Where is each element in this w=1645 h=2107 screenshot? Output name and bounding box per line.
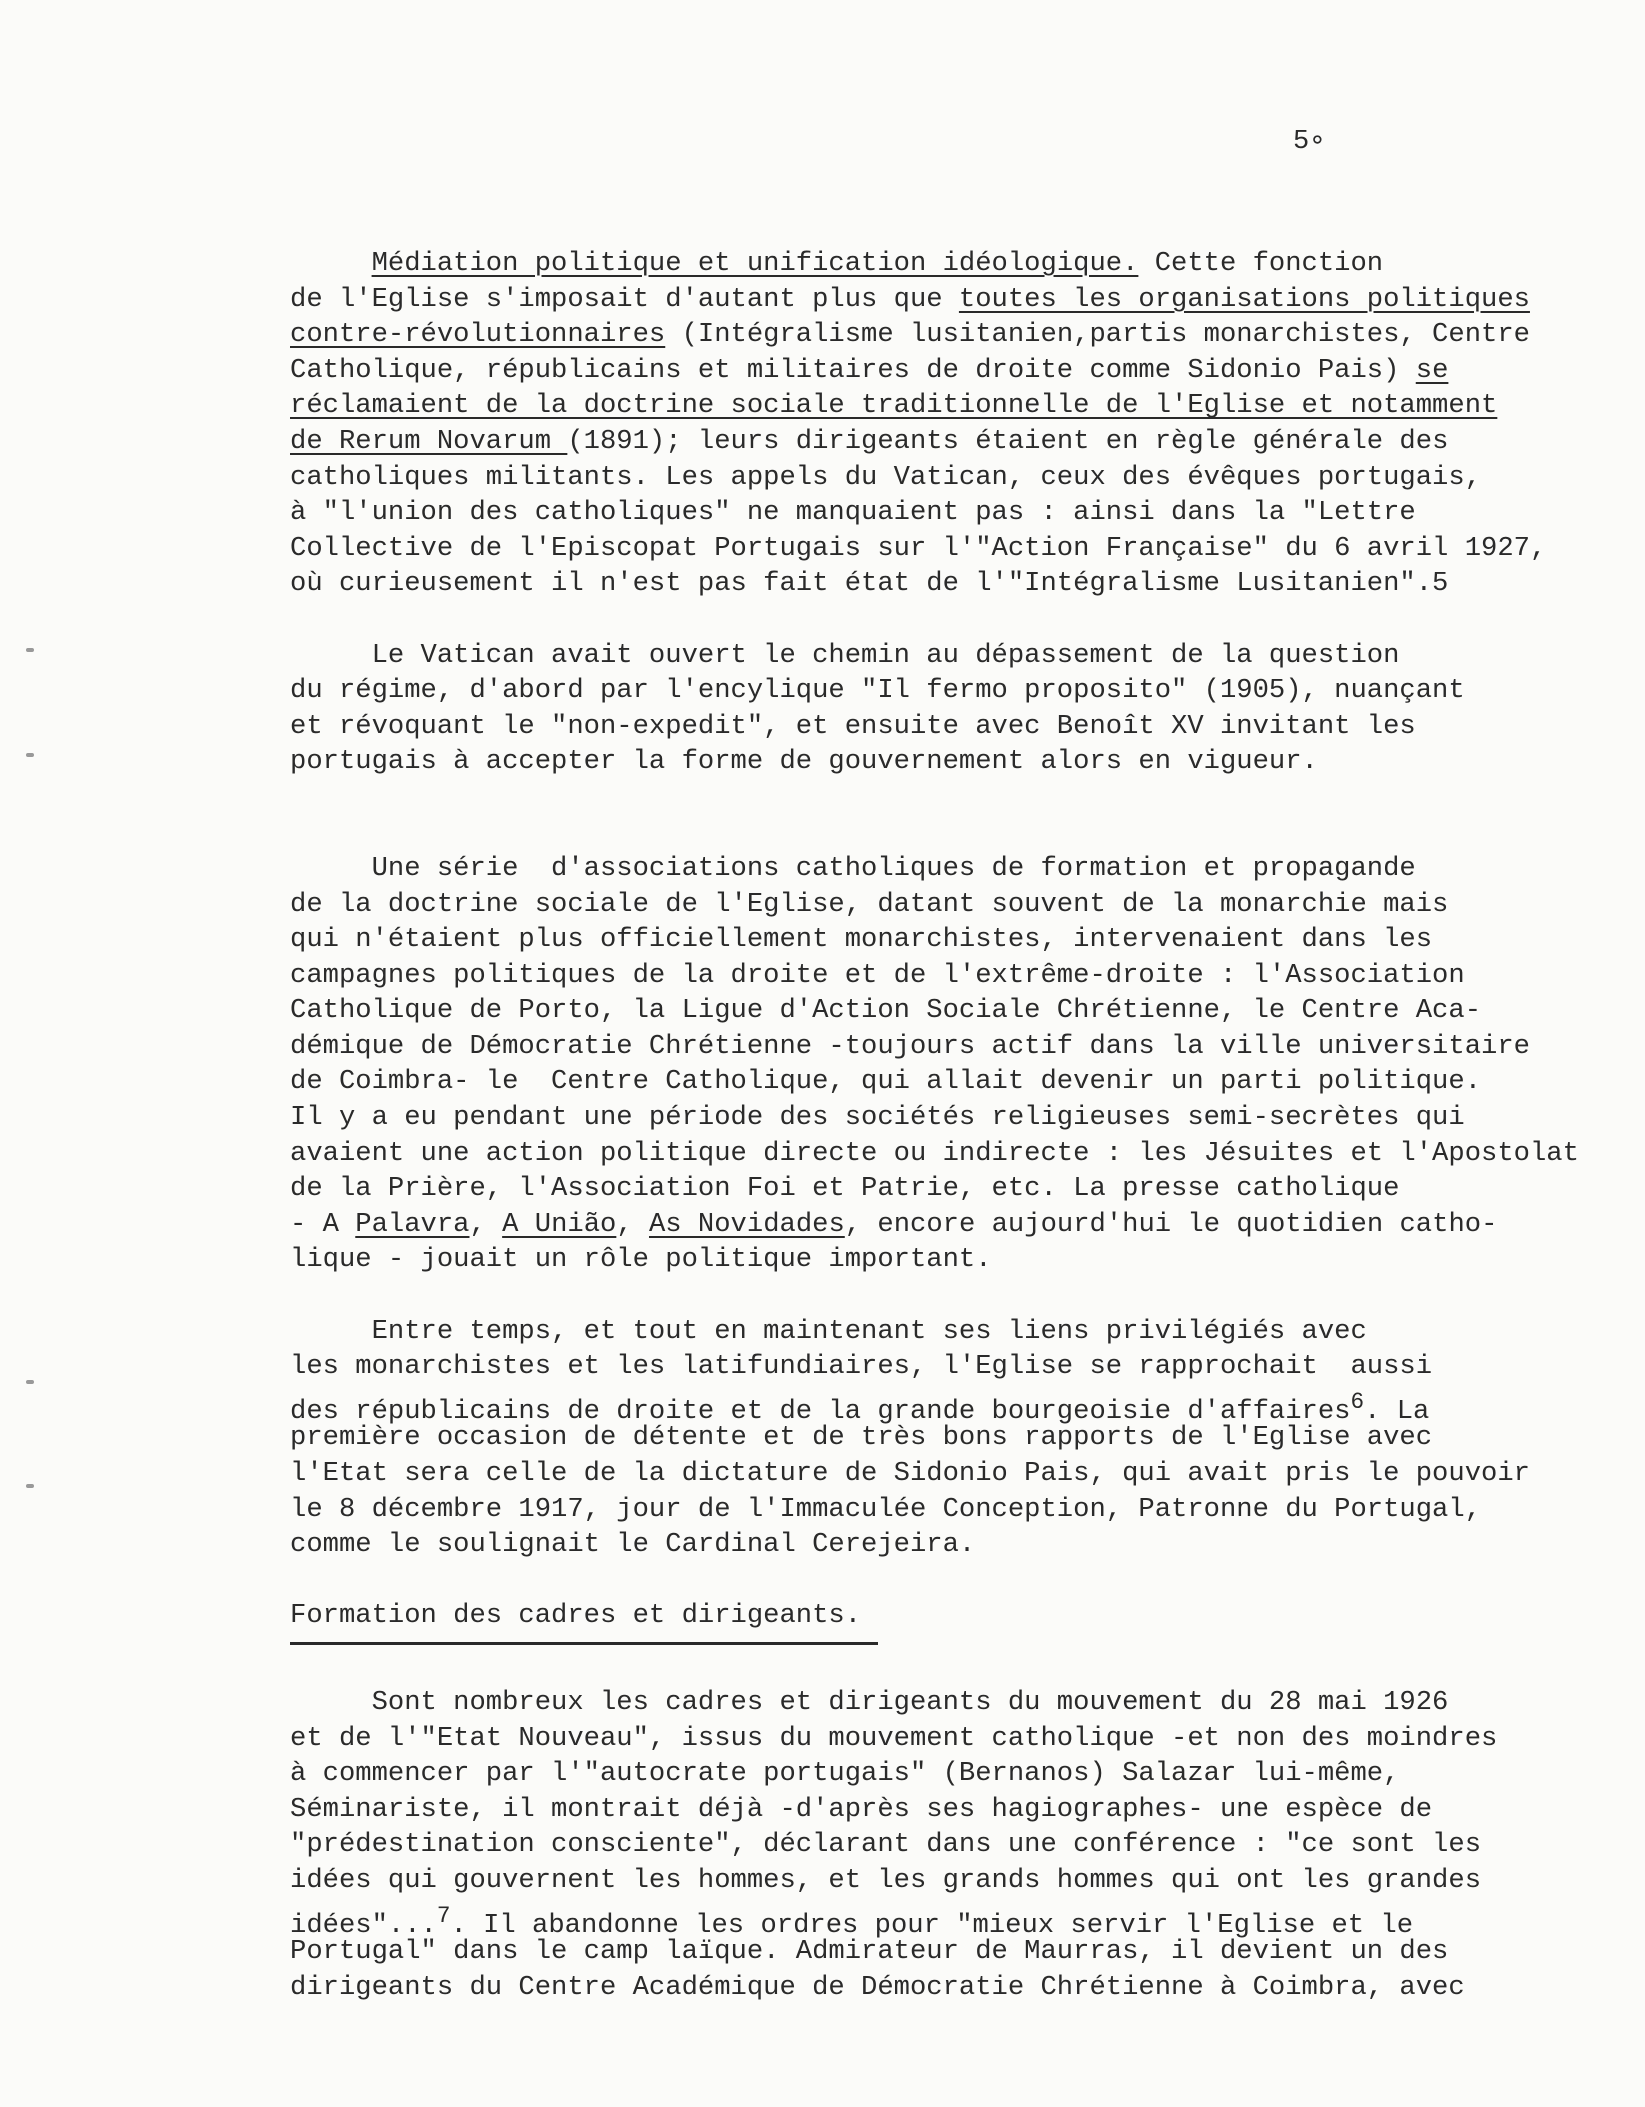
text-line: à commencer par l'"autocrate portugais" (Bernanos) Salazar lui-même, — [290, 1758, 1400, 1790]
text-line: lique - jouait un rôle politique important. — [290, 1244, 992, 1276]
text-line — [290, 1385, 1620, 1427]
text-line: le 8 décembre 1917, jour de l'Immaculée Conception, Patronne du Portugal, — [290, 1493, 1482, 1525]
text-line: et de l'"Etat Nouveau", issus du mouvement catholique -et non des moindres — [290, 1722, 1498, 1754]
text-line: Il y a eu pendant une période des sociétés religieuses semi-secrètes qui — [290, 1102, 1465, 1134]
text-line: l'Etat sera celle de la dictature de Sidonio Pais, qui avait pris le pouvoir — [290, 1458, 1530, 1489]
paragraph-gap — [290, 1563, 1620, 1599]
paragraph-cadres — [290, 1685, 1620, 2005]
text-line — [290, 246, 1620, 282]
margin-mark — [26, 753, 34, 757]
text-line: de Coimbra- le Centre Catholique, qui allait devenir un parti politique. — [290, 1066, 1482, 1098]
text-line: où curieusement il n'est pas fait état de l'"Intégralisme Lusitanien".5 — [290, 568, 1449, 600]
text-span: idées"... — [290, 1909, 437, 1941]
text-span: , — [616, 1208, 649, 1240]
margin-mark — [26, 648, 34, 652]
text-span: , encore aujourd'hui le quotidien catho- — [844, 1208, 1498, 1240]
underlined-text: contre-révolutionnaires — [290, 319, 666, 351]
heading-underline-rule — [290, 1642, 878, 1645]
margin-mark — [26, 1380, 34, 1384]
newspaper-title: Palavra — [355, 1208, 470, 1240]
text-line: première occasion de détente et de très bons rapports de l'Eglise avec — [290, 1422, 1433, 1454]
text-line: Une série d'associations catholiques de formation et propagande — [290, 852, 1416, 884]
text-span: . La — [1364, 1395, 1430, 1427]
newspaper-title: As Novidades — [648, 1208, 845, 1240]
typed-document-body — [290, 246, 1620, 2005]
underlined-text: de Rerum Novarum — [290, 425, 568, 457]
text-line: Séminariste, il montrait déjà -d'après ses hagiographes- une espèce de — [290, 1793, 1433, 1825]
text-line: portugais à accepter la forme de gouvernement alors en vigueur. — [290, 746, 1318, 778]
newspaper-title: A União — [502, 1208, 617, 1240]
text-span: Catholique, républicains et militaires de droite comme Sidonio Pais) — [290, 354, 1416, 386]
footnote-ref: 6 — [1350, 1388, 1365, 1415]
text-span: des républicains de droite et de la grande bourgeoisie d'affaires — [290, 1395, 1351, 1427]
section-heading-formation: Formation des cadres et dirigeants. — [290, 1600, 862, 1632]
section-heading-mediation: Médiation politique et unification idéologique. — [371, 248, 1139, 279]
text-span: . Il abandonne les ordres pour "mieux servir l'Eglise et le — [450, 1909, 1414, 1941]
text-line: Le Vatican avait ouvert le chemin au dépassement de la question — [290, 639, 1400, 671]
text-line: Portugal" dans le camp laïque. Admirateur de Maurras, il devient un des — [290, 1936, 1449, 1968]
text-line: Catholique de Porto, la Ligue d'Action Sociale Chrétienne, le Centre Aca- — [290, 995, 1482, 1027]
underlined-text: réclamaient de la doctrine sociale traditionnelle de l'Eglise et notamment — [290, 390, 1498, 422]
paragraph-gap — [290, 1278, 1620, 1314]
underlined-text: se — [1415, 354, 1449, 386]
text-line: catholiques militants. Les appels du Vatican, ceux des évêques portugais, — [290, 461, 1482, 493]
text-line — [290, 317, 1620, 353]
paragraph-entre-temps — [290, 1314, 1620, 1563]
text-line: les monarchistes et les latifundiaires, l'Eglise se rapprochait aussi — [290, 1351, 1433, 1383]
text-line: Sont nombreux les cadres et dirigeants du mouvement du 28 mai 1926 — [290, 1686, 1449, 1718]
text-line — [290, 282, 1620, 318]
text-line: Collective de l'Episcopat Portugais sur l'"Action Française" du 6 avril 1927, — [290, 532, 1547, 564]
text-line: de la Prière, l'Association Foi et Patrie, etc. La presse catholique — [290, 1173, 1400, 1205]
text-line: avaient une action politique directe ou indirecte : les Jésuites et l'Apostolat — [290, 1137, 1579, 1169]
paragraph-gap — [290, 780, 1620, 851]
text-line — [290, 353, 1620, 389]
text-line: du régime, d'abord par l'encylique "Il fermo proposito" (1905), nuançant — [290, 675, 1465, 707]
text-span: , — [469, 1208, 503, 1240]
text-line: et révoquant le "non-expedit", et ensuite avec Benoît XV invitant les — [290, 710, 1416, 742]
footnote-ref: 7 — [436, 1902, 451, 1929]
text-line — [290, 1207, 1620, 1243]
underlined-text: toutes les organisations politiques — [958, 283, 1530, 315]
text-span: de l'Eglise s'imposait d'autant plus que — [290, 283, 959, 315]
text-span: - A — [290, 1208, 356, 1240]
text-line: dirigeants du Centre Académique de Démocratie Chrétienne à Coimbra, avec — [290, 1971, 1465, 2003]
text-line — [290, 388, 1620, 424]
text-line — [290, 424, 1620, 460]
text-line: campagnes politiques de la droite et de l'extrême-droite : l'Association — [290, 959, 1465, 991]
page-number: 5∘ — [1293, 127, 1326, 157]
text-line: à "l'union des catholiques" ne manquaient pas : ainsi dans la "Lettre — [290, 497, 1416, 529]
text-span: Cette fonction — [1138, 248, 1384, 279]
margin-mark — [26, 1484, 34, 1488]
text-line: qui n'étaient plus officiellement monarchistes, intervenaient dans les — [290, 924, 1433, 956]
text-line: Entre temps, et tout en maintenant ses liens privilégiés avec — [290, 1315, 1367, 1347]
paragraph-associations — [290, 851, 1620, 1278]
paragraph-gap — [290, 602, 1620, 638]
text-line: comme le soulignait le Cardinal Cerejeira. — [290, 1529, 976, 1561]
text-line: "prédestination consciente", déclarant dans une conférence : "ce sont les — [290, 1829, 1482, 1861]
text-line — [290, 1899, 1620, 1941]
text-line: démique de Démocratie Chrétienne -toujours actif dans la ville universitaire — [290, 1030, 1530, 1062]
text-line: de la doctrine sociale de l'Eglise, datant souvent de la monarchie mais — [290, 888, 1449, 920]
paragraph-mediation — [290, 246, 1620, 602]
paragraph-vatican — [290, 638, 1620, 780]
text-span: (Intégralisme lusitanien,partis monarchistes, Centre — [665, 319, 1530, 351]
text-span: (1891); leurs dirigeants étaient en règle générale des — [567, 425, 1449, 457]
text-line: idées qui gouvernent les hommes, et les grands hommes qui ont les grandes — [290, 1864, 1482, 1896]
